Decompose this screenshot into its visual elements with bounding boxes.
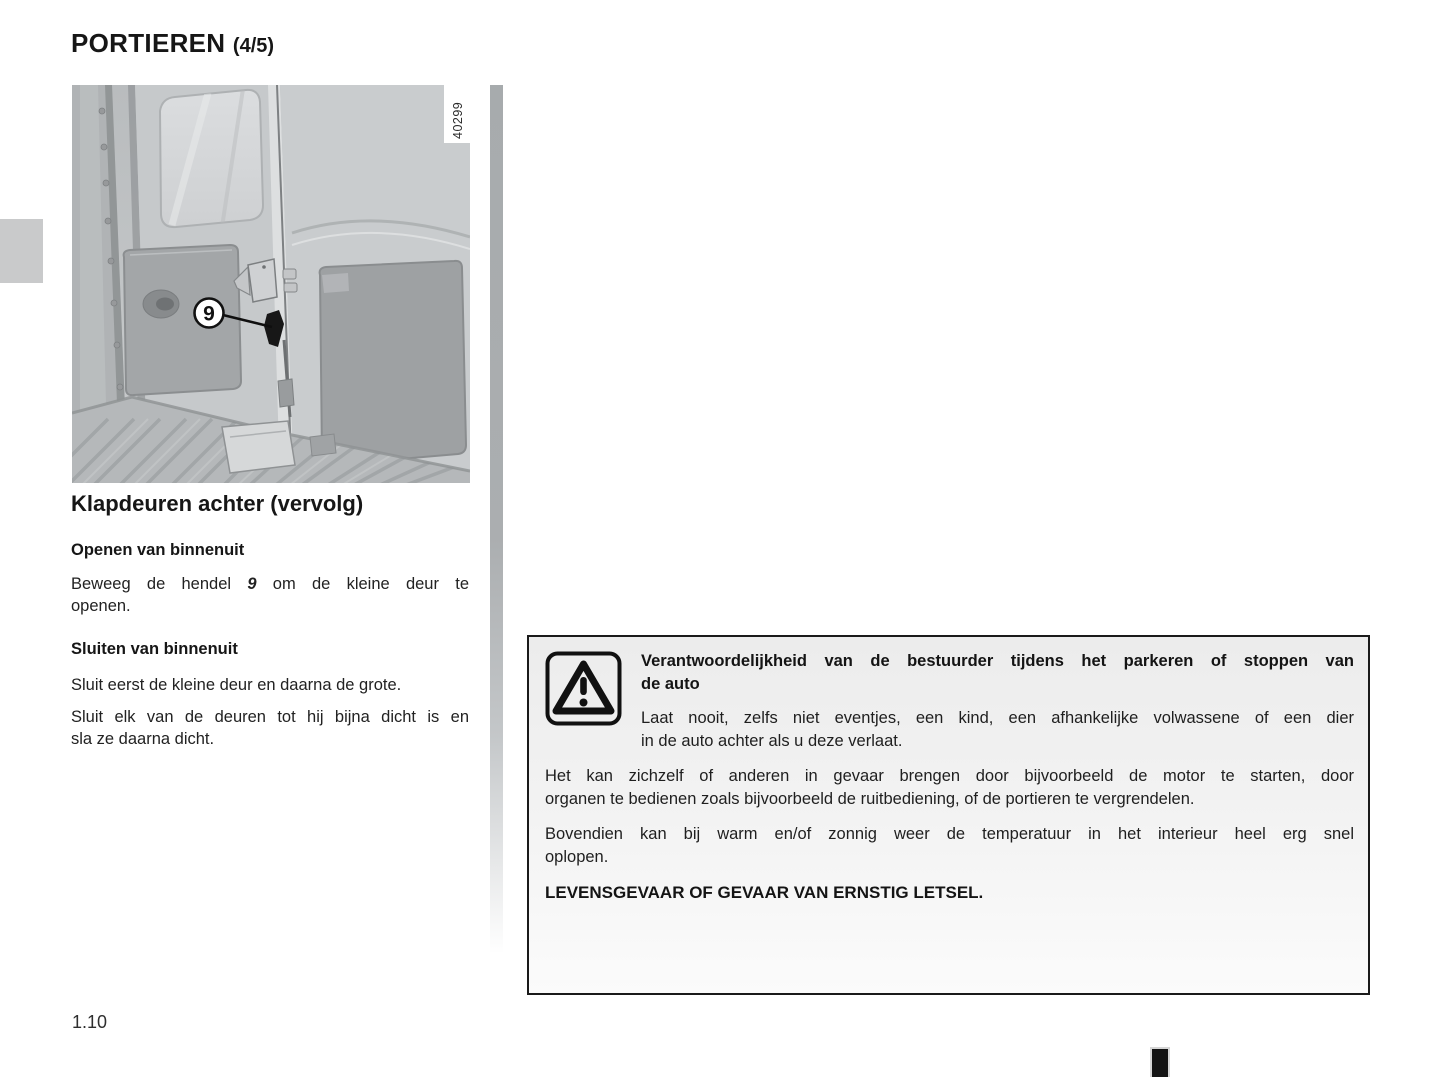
- page-title-text: PORTIEREN: [71, 28, 226, 58]
- section-heading: Klapdeuren achter (vervolg): [71, 491, 364, 516]
- warning-triangle-icon: [545, 651, 623, 727]
- warning-paragraph-1: [641, 707, 1354, 752]
- text-fragment: Beweeg de hendel: [71, 575, 248, 593]
- paragraph-line: Bovendien kan bij warm en/of zonnig weer de temperatuur in het interieur heel erg snel: [545, 825, 1354, 843]
- warning-final-line: LEVENSGEVAAR OF GEVAAR VAN ERNSTIG LETSEL.: [545, 883, 984, 902]
- section-index-marker: [1150, 1047, 1170, 1077]
- warning-heading: [641, 650, 1354, 696]
- figure-image-number: 40299: [451, 101, 465, 139]
- warning-icon-cell: [545, 650, 641, 752]
- page-title: [71, 28, 274, 59]
- column-divider: [490, 85, 503, 990]
- paragraph-line: Het kan zichzelf of anderen in gevaar brengen door bijvoorbeeld de motor te starten, door: [545, 767, 1354, 785]
- subheading-open-from-inside: Openen van binnenuit: [71, 541, 245, 559]
- warning-box: [527, 635, 1370, 995]
- warning-box-header: [545, 650, 1354, 752]
- paragraph-line: in de auto achter als u deze verlaat.: [641, 731, 903, 750]
- paragraph-line: openen.: [71, 596, 131, 615]
- warning-heading-line: Verantwoordelijkheid van de bestuurder tijdens het parkeren of stoppen van: [641, 652, 1354, 670]
- page-title-suffix: (4/5): [232, 35, 275, 57]
- warning-paragraph-2: [545, 765, 1354, 810]
- paragraph-line: Laat nooit, zelfs niet eventjes, een kind, een afhankelijke volwassene of een dier: [641, 709, 1354, 727]
- warning-paragraph-3: [545, 823, 1354, 868]
- page-number: 1.10: [72, 1012, 108, 1032]
- figure-van-interior: [72, 85, 470, 483]
- callout-reference-9: 9: [247, 575, 257, 593]
- chapter-side-tab: [0, 219, 43, 283]
- warning-heading-line: de auto: [641, 675, 700, 693]
- paragraph-line: oplopen.: [545, 847, 609, 866]
- paragraph-close-first: Sluit eerst de kleine deur en daarna de grote.: [71, 676, 402, 694]
- paragraph-line: sla ze daarna dicht.: [71, 729, 215, 748]
- van-interior-illustration: [72, 85, 470, 483]
- paragraph-line: Sluit elk van de deuren tot hij bijna dicht is en: [71, 708, 469, 726]
- paragraph-close-second: [71, 707, 469, 750]
- paragraph-line: organen te bedienen zoals bijvoorbeeld de ruitbediening, of de portieren te vergrendelen.: [545, 789, 1195, 808]
- warning-header-text: [641, 650, 1354, 752]
- text-fragment: om de kleine deur te: [256, 575, 470, 593]
- subheading-close-from-inside: Sluiten van binnenuit: [71, 640, 238, 658]
- paragraph-line: [71, 574, 469, 596]
- paragraph-open-from-inside: [71, 574, 469, 617]
- callout-number: 9: [203, 302, 215, 326]
